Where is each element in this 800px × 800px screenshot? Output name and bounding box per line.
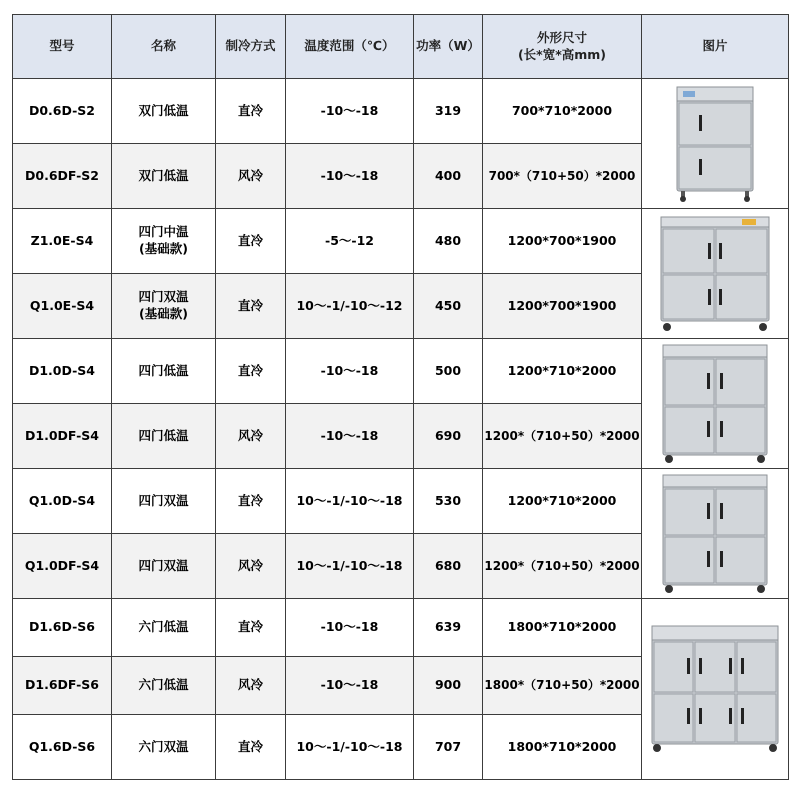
cell-name-line2: (基础款) xyxy=(139,306,188,321)
cell-temp: 10～-1/-10～-18 xyxy=(286,469,414,534)
cell-size: 700*710*2000 xyxy=(483,79,642,144)
cell-size: 1200*（710+50）*2000 xyxy=(483,534,642,599)
cell-model: Q1.0DF-S4 xyxy=(13,534,112,599)
cell-cooling: 直冷 xyxy=(216,599,286,657)
cell-model: D0.6DF-S2 xyxy=(13,144,112,209)
cell-size: 1200*710*2000 xyxy=(483,339,642,404)
cell-name-line1: 双门低温 xyxy=(138,167,189,183)
two-door-fridge-icon xyxy=(673,85,757,203)
cell-cooling: 风冷 xyxy=(216,534,286,599)
cell-temp: 10～-1/-10～-12 xyxy=(286,274,414,339)
cell-cooling: 风冷 xyxy=(216,404,286,469)
cell-image xyxy=(642,469,789,599)
cell-model: D1.6DF-S6 xyxy=(13,657,112,715)
cell-model: D1.0D-S4 xyxy=(13,339,112,404)
cell-power: 680 xyxy=(414,534,483,599)
cell-name-line1: 六门低温 xyxy=(138,619,189,635)
cell-name xyxy=(112,209,216,274)
header-power: 功率（W） xyxy=(414,15,483,79)
cell-name-line2: (基础款) xyxy=(139,241,188,256)
cell-cooling: 风冷 xyxy=(216,657,286,715)
cell-power: 530 xyxy=(414,469,483,534)
cell-name-line1: 四门低温 xyxy=(138,427,189,443)
cell-power: 500 xyxy=(414,339,483,404)
cell-temp: -10～-18 xyxy=(286,79,414,144)
four-door-fridge-basic-icon xyxy=(658,215,772,333)
cell-name xyxy=(112,534,216,599)
cell-name-line1: 六门双温 xyxy=(138,738,189,754)
cell-power: 319 xyxy=(414,79,483,144)
cell-temp: -10～-18 xyxy=(286,339,414,404)
four-door-fridge-icon xyxy=(659,343,771,465)
cell-cooling: 直冷 xyxy=(216,79,286,144)
cell-name-line1: 四门双温 xyxy=(138,289,189,305)
header-image: 图片 xyxy=(642,15,789,79)
table-row xyxy=(13,469,789,534)
cell-size: 1200*700*1900 xyxy=(483,209,642,274)
cell-size: 1800*（710+50）*2000 xyxy=(483,657,642,715)
cell-name-line1: 双门低温 xyxy=(138,102,189,118)
cell-cooling: 直冷 xyxy=(216,715,286,780)
cell-power: 707 xyxy=(414,715,483,780)
cell-name xyxy=(112,404,216,469)
cell-temp: -10～-18 xyxy=(286,144,414,209)
cell-name xyxy=(112,657,216,715)
header-row xyxy=(13,15,789,79)
cell-temp: 10～-1/-10～-18 xyxy=(286,534,414,599)
four-door-fridge-icon xyxy=(659,473,771,595)
cell-model: D1.0DF-S4 xyxy=(13,404,112,469)
header-size-line2: (长*宽*高mm) xyxy=(517,46,607,62)
cell-cooling: 直冷 xyxy=(216,469,286,534)
cell-power: 690 xyxy=(414,404,483,469)
cell-cooling: 风冷 xyxy=(216,144,286,209)
cell-name-line1: 四门中温 xyxy=(138,224,189,240)
cell-size: 1200*710*2000 xyxy=(483,469,642,534)
cell-temp: -10～-18 xyxy=(286,404,414,469)
table-row xyxy=(13,209,789,274)
cell-name xyxy=(112,79,216,144)
cell-name-line1: 四门双温 xyxy=(138,492,189,508)
cell-name xyxy=(112,274,216,339)
cell-power: 639 xyxy=(414,599,483,657)
cell-size: 1800*710*2000 xyxy=(483,715,642,780)
cell-model: Q1.0D-S4 xyxy=(13,469,112,534)
cell-size: 1800*710*2000 xyxy=(483,599,642,657)
table-row xyxy=(13,599,789,657)
cell-name xyxy=(112,469,216,534)
cell-size: 1200*（710+50）*2000 xyxy=(483,404,642,469)
header-size xyxy=(483,15,642,79)
cell-cooling: 直冷 xyxy=(216,274,286,339)
cell-cooling: 直冷 xyxy=(216,339,286,404)
six-door-fridge-icon xyxy=(649,624,781,754)
cell-name-line1: 四门双温 xyxy=(138,557,189,573)
cell-name xyxy=(112,144,216,209)
cell-cooling: 直冷 xyxy=(216,209,286,274)
cell-image xyxy=(642,79,789,209)
cell-name xyxy=(112,715,216,780)
cell-temp: -10～-18 xyxy=(286,599,414,657)
header-size-line1: 外形尺寸 xyxy=(536,29,587,45)
table-row xyxy=(13,339,789,404)
cell-size: 700*（710+50）*2000 xyxy=(483,144,642,209)
cell-temp: 10～-1/-10～-18 xyxy=(286,715,414,780)
cell-model: D0.6D-S2 xyxy=(13,79,112,144)
table-row xyxy=(13,79,789,144)
cell-power: 400 xyxy=(414,144,483,209)
cell-model: Q1.0E-S4 xyxy=(13,274,112,339)
cell-temp: -10～-18 xyxy=(286,657,414,715)
header-model: 型号 xyxy=(13,15,112,79)
cell-model: D1.6D-S6 xyxy=(13,599,112,657)
cell-name-line1: 四门低温 xyxy=(138,362,189,378)
cell-power: 900 xyxy=(414,657,483,715)
cell-image xyxy=(642,339,789,469)
cell-name xyxy=(112,339,216,404)
cell-power: 480 xyxy=(414,209,483,274)
cell-size: 1200*700*1900 xyxy=(483,274,642,339)
cell-power: 450 xyxy=(414,274,483,339)
header-name: 名称 xyxy=(112,15,216,79)
cell-name xyxy=(112,599,216,657)
cell-image xyxy=(642,209,789,339)
header-temp: 温度范围（℃） xyxy=(286,15,414,79)
cell-model: Z1.0E-S4 xyxy=(13,209,112,274)
header-cooling: 制冷方式 xyxy=(216,15,286,79)
product-spec-table xyxy=(12,14,789,780)
cell-model: Q1.6D-S6 xyxy=(13,715,112,780)
cell-temp: -5～-12 xyxy=(286,209,414,274)
cell-image xyxy=(642,599,789,780)
cell-name-line1: 六门低温 xyxy=(138,677,189,693)
